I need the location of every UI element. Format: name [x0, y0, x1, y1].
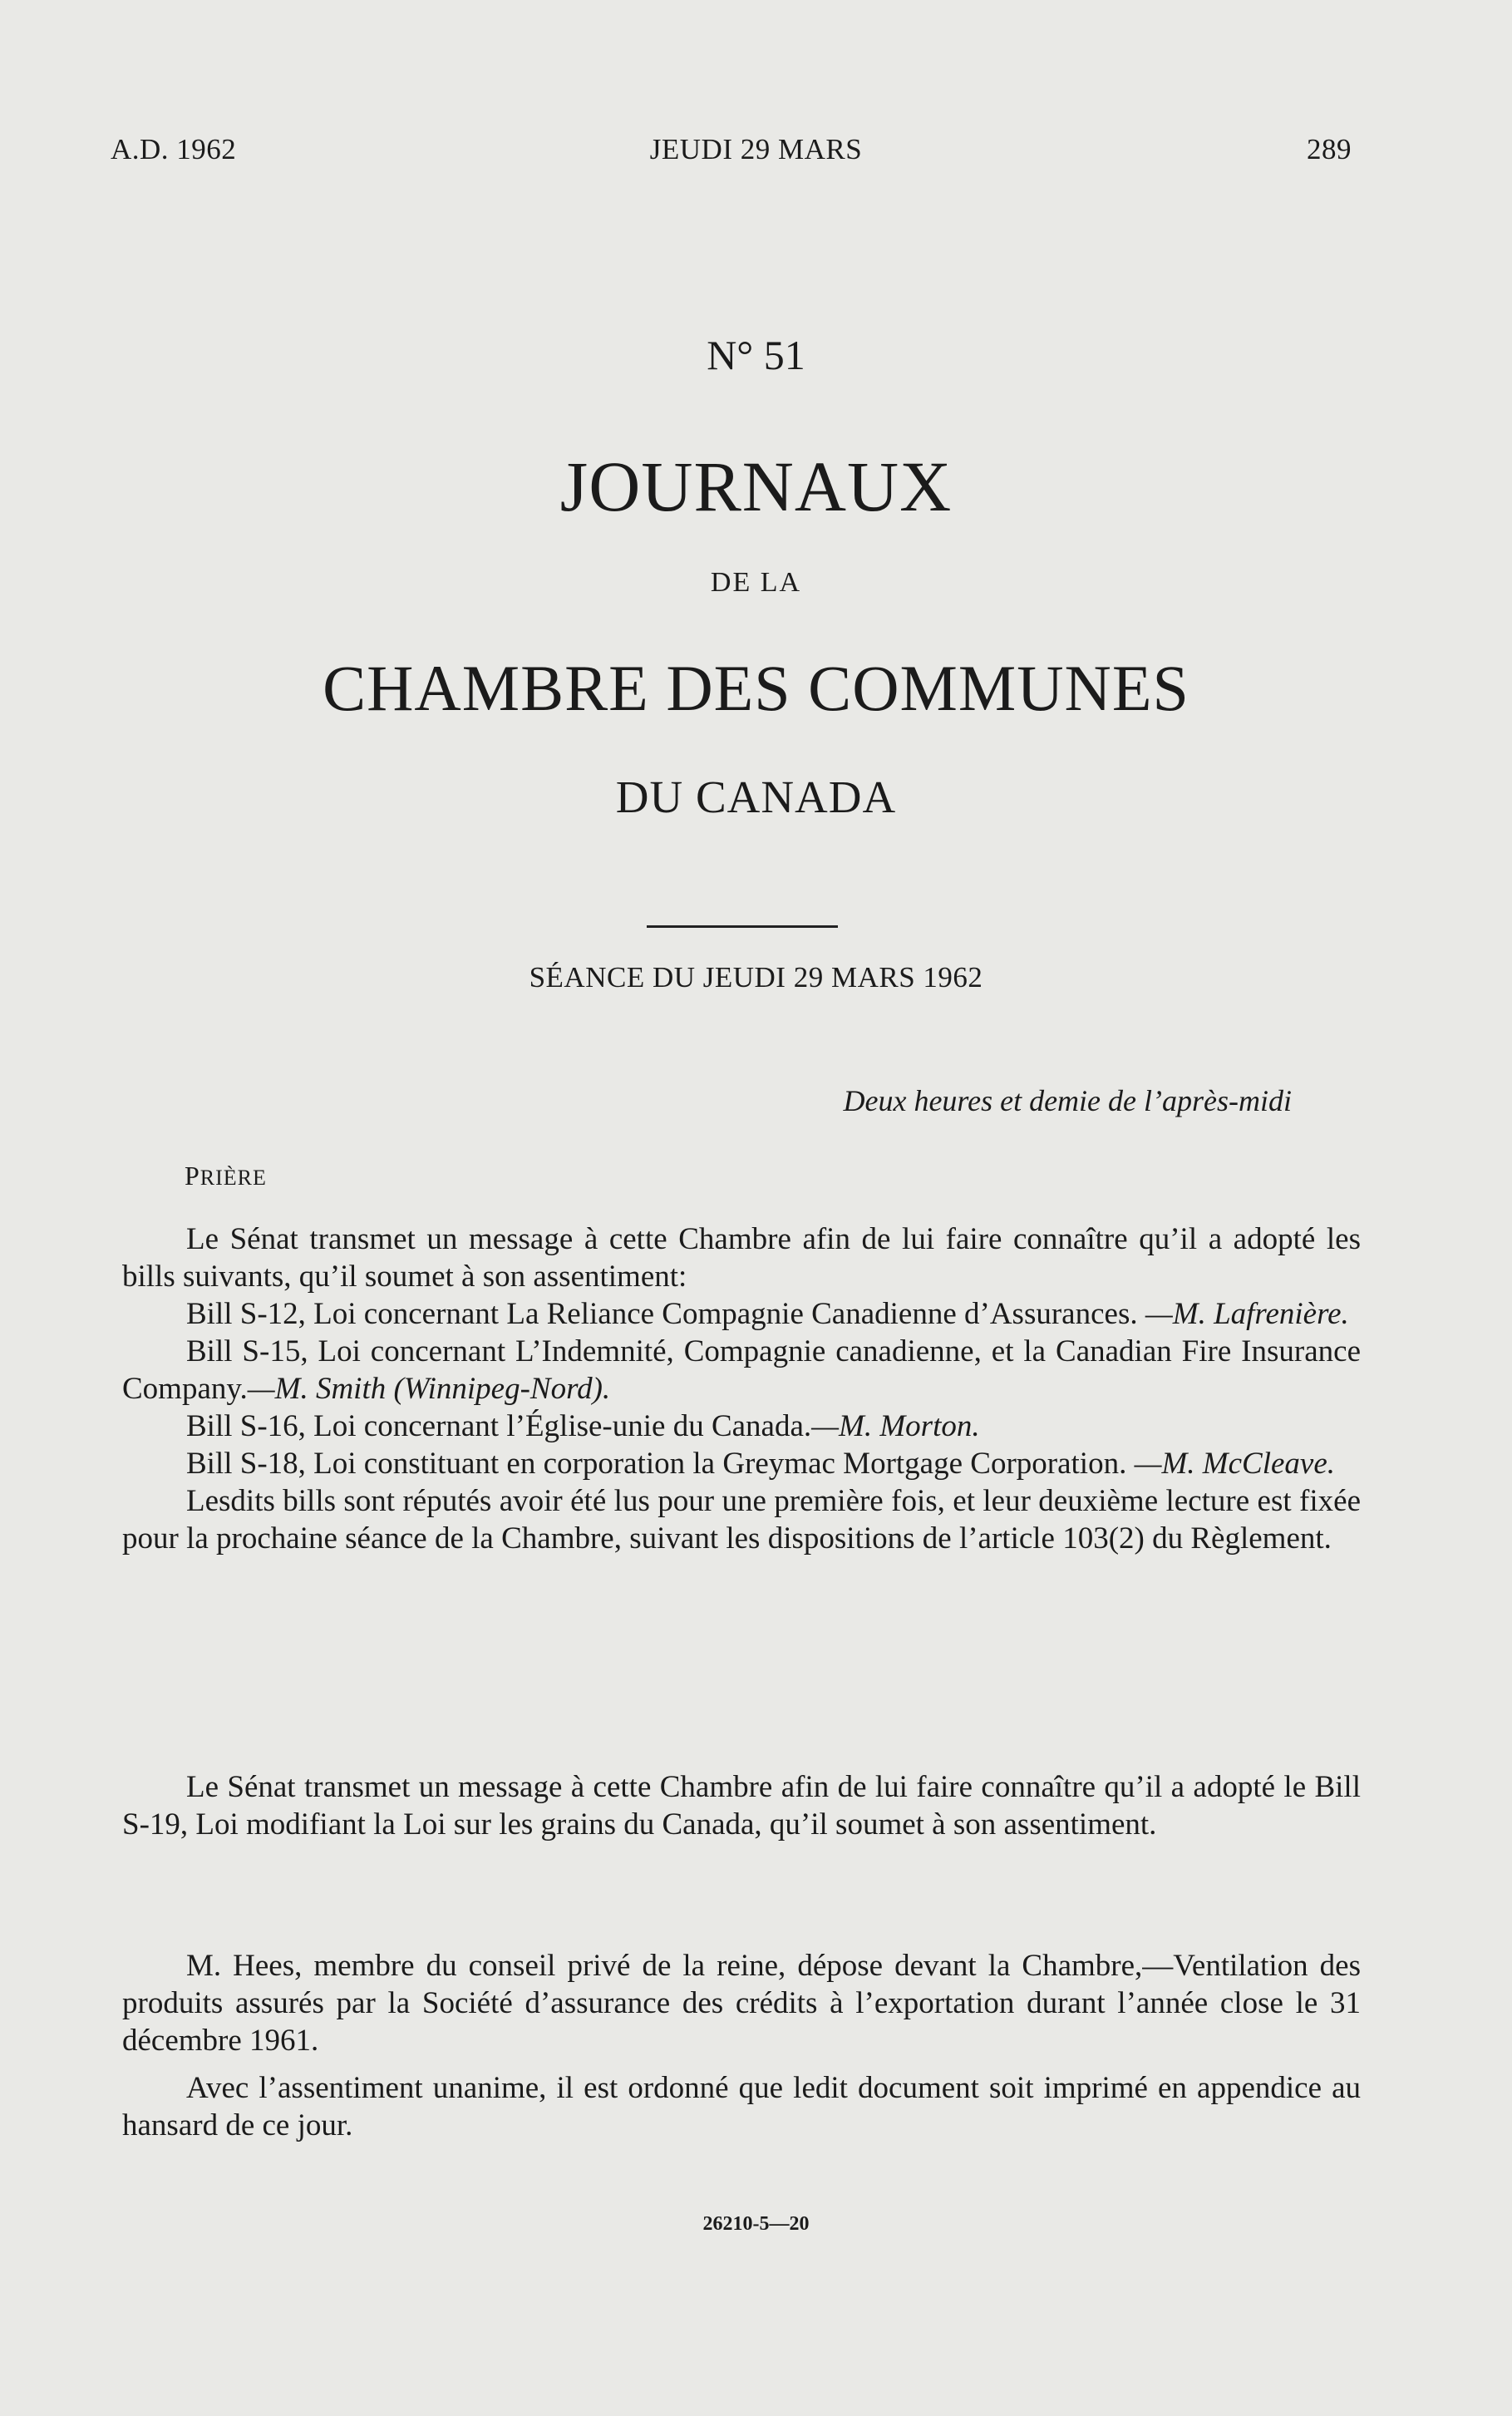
header-page-number: 289 [1307, 133, 1352, 165]
header-date: JEUDI 29 MARS [649, 133, 863, 165]
senate-message-2: Le Sénat transmet un message à cette Chambre afin de lui faire connaître qu’il a adopté le Bill S-19, Loi modifiant la Loi sur les grains du Canada, qu’il soumet à son assentiment. [122, 1770, 1361, 1842]
priere-heading: PRIÈRE [185, 1161, 267, 1191]
bill-item: Bill S-15, Loi concernant L’Indemnité, Compagnie canadienne, et la Canadian Fire Insurance Company.—M. Smith (Winnipeg-Nord). [122, 1334, 1361, 1406]
session-time: Deux heures et demie de l’après-midi [843, 1084, 1292, 1117]
bill-item: Bill S-16, Loi concernant l’Église-unie du Canada.—M. Morton. [186, 1409, 980, 1443]
assentiment-order: Avec l’assentiment unanime, il est ordonné que ledit document soit imprimé en appendice au hansard de ce jour. [122, 2071, 1361, 2142]
title-chambre: CHAMBRE DES COMMUNES [323, 652, 1189, 724]
bill-item: Bill S-18, Loi constituant en corporation la Greymac Mortgage Corporation. —M. McCleave. [186, 1447, 1336, 1481]
title-canada: DU CANADA [615, 772, 897, 822]
title-de-la: DE LA [710, 567, 802, 598]
bill-item: Bill S-12, Loi concernant La Reliance Compagnie Canadienne d’Assurances. —M. Lafrenière. [186, 1297, 1349, 1331]
message-intro: Le Sénat transmet un message à cette Chambre afin de lui faire connaître qu’il a adopté les bills suivants, qu’il soumet à son assentiment: [122, 1222, 1361, 1294]
hees-tabling: M. Hees, membre du conseil privé de la reine, dépose devant la Chambre,—Ventilation des produits assurés par la Société d’assurance des crédits à l’exportation durant l’année close le 31 décembre 1961. Avec l’assentiment unanime, il est ordonné que ledit document soit imprimé en appendice au hansard de ce jour. [122, 1949, 1361, 2142]
message-closing: Lesdits bills sont réputés avoir été lus pour une première fois, et leur deuxième lecture est fixée pour la prochaine séance de la Chambre, suivant les dispositions de l’article 103(2) du Règlement. [122, 1484, 1361, 1556]
divider [647, 925, 838, 928]
print-code: 26210-5—20 [702, 2213, 810, 2235]
senate-message-1 [122, 1220, 1361, 1557]
journal-number: N° 51 [707, 332, 805, 378]
title-journaux: JOURNAUX [559, 446, 953, 526]
seance-heading: SÉANCE DU JEUDI 29 MARS 1962 [529, 961, 983, 994]
header-year: A.D. 1962 [111, 133, 237, 165]
